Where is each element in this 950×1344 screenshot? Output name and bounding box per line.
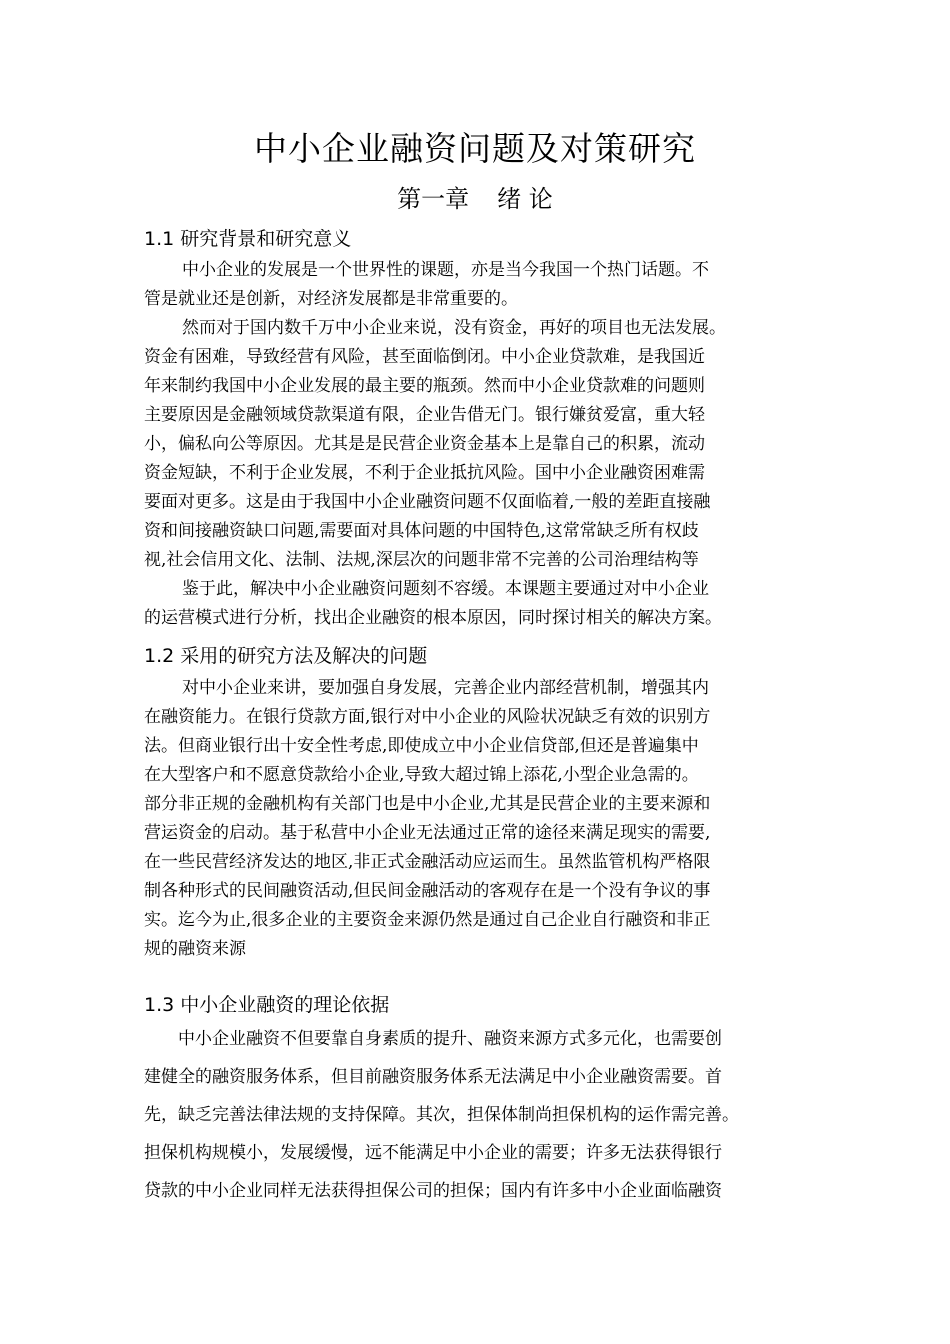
chapter-title: [0, 181, 950, 217]
paragraph-line: 在融资能力。在银行贷款方面,银行对中小企业的风险状况缺乏有效的识别方: [144, 707, 711, 727]
paragraph-line: 规的融资来源: [144, 939, 246, 959]
paragraph-line: 营运资金的启动。基于私营中小企业无法通过正常的途径来满足现实的需要,: [144, 823, 711, 843]
paragraph-line: 鉴于此，解决中小企业融资问题刻不容缓。本课题主要通过对中小企业: [182, 579, 709, 599]
section-heading: 1.3 中小企业融资的理论依据: [144, 994, 390, 1016]
section-heading: 1.1 研究背景和研究意义: [144, 228, 352, 250]
section-1-3: [144, 990, 814, 1210]
paragraph-line: 中小企业融资不但要靠自身素质的提升、融资来源方式多元化，也需要创: [178, 1029, 722, 1049]
section-1-2: [144, 641, 814, 964]
paragraph-line: 要面对更多。这是由于我国中小企业融资问题不仅面临着,一般的差距直接融: [144, 492, 711, 512]
section-1-1: [144, 224, 814, 633]
paragraph-line: 建健全的融资服务体系，但目前融资服务体系无法满足中小企业融资需要。首: [144, 1067, 722, 1087]
paragraph: [144, 575, 814, 633]
paragraph-line: 然而对于国内数千万中小企业来说，没有资金，再好的项目也无法发展。: [182, 318, 726, 338]
paragraph-line: 实。迄今为止,很多企业的主要资金来源仍然是通过自己企业自行融资和非正: [144, 910, 711, 930]
paragraph-line: 年来制约我国中小企业发展的最主要的瓶颈。然而中小企业贷款难的问题则: [144, 376, 705, 396]
paragraph: [144, 1020, 814, 1210]
paragraph: [144, 314, 814, 575]
paragraph-line: 制各种形式的民间融资活动,但民间金融活动的客观存在是一个没有争议的事: [144, 881, 711, 901]
paragraph-line: 主要原因是金融领域贷款渠道有限，企业告借无门。银行嫌贫爱富，重大轻: [144, 405, 705, 425]
section-heading: 1.2 采用的研究方法及解决的问题: [144, 645, 428, 667]
paragraph-line: 法。但商业银行出十安全性考虑,即使成立中小企业信贷部,但还是普遍集中: [144, 736, 699, 756]
document-title: 中小企业融资问题及对策研究: [254, 129, 696, 168]
paragraph: [144, 674, 814, 964]
paragraph-line: 在一些民营经济发达的地区,非正式金融活动应运而生。虽然监管机构严格限: [144, 852, 711, 872]
paragraph-line: 担保机构规模小，发展缓慢，远不能满足中小企业的需要；许多无法获得银行: [144, 1143, 722, 1163]
paragraph-line: 小，偏私向公等原因。尤其是是民营企业资金基本上是靠自己的积累，流动: [144, 434, 705, 454]
paragraph-line: 对中小企业来讲，要加强自身发展，完善企业内部经营机制，增强其内: [182, 678, 709, 698]
paragraph-line: 视,社会信用文化、法制、法规,深层次的问题非常不完善的公司治理结构等: [144, 550, 699, 570]
paragraph-line: 在大型客户和不愿意贷款给小企业,导致大超过锦上添花,小型企业急需的。: [144, 765, 699, 785]
paragraph-line: 中小企业的发展是一个世界性的课题，亦是当今我国一个热门话题。不: [182, 260, 709, 280]
paragraph-line: 资和间接融资缺口问题,需要面对具体问题的中国特色,这常常缺乏所有权歧: [144, 521, 699, 541]
paragraph-line: 资金短缺，不利于企业发展，不利于企业抵抗风险。国中小企业融资困难需: [144, 463, 705, 483]
paragraph-line: 的运营模式进行分析，找出企业融资的根本原因，同时探讨相关的解决方案。: [144, 608, 722, 628]
chapter-number: 第一章: [397, 185, 470, 213]
paragraph-line: 管是就业还是创新，对经济发展都是非常重要的。: [144, 289, 518, 309]
chapter-name: 绪 论: [497, 185, 553, 213]
paragraph-line: 资金有困难，导致经营有风险，甚至面临倒闭。中小企业贷款难，是我国近: [144, 347, 705, 367]
paragraph-line: 贷款的中小企业同样无法获得担保公司的担保；国内有许多中小企业面临融资: [144, 1181, 722, 1201]
paragraph-line: 先，缺乏完善法律法规的支持保障。其次，担保体制尚担保机构的运作需完善。: [144, 1105, 739, 1125]
paragraph: [144, 256, 814, 314]
paragraph-line: 部分非正规的金融机构有关部门也是中小企业,尤其是民营企业的主要来源和: [144, 794, 711, 814]
